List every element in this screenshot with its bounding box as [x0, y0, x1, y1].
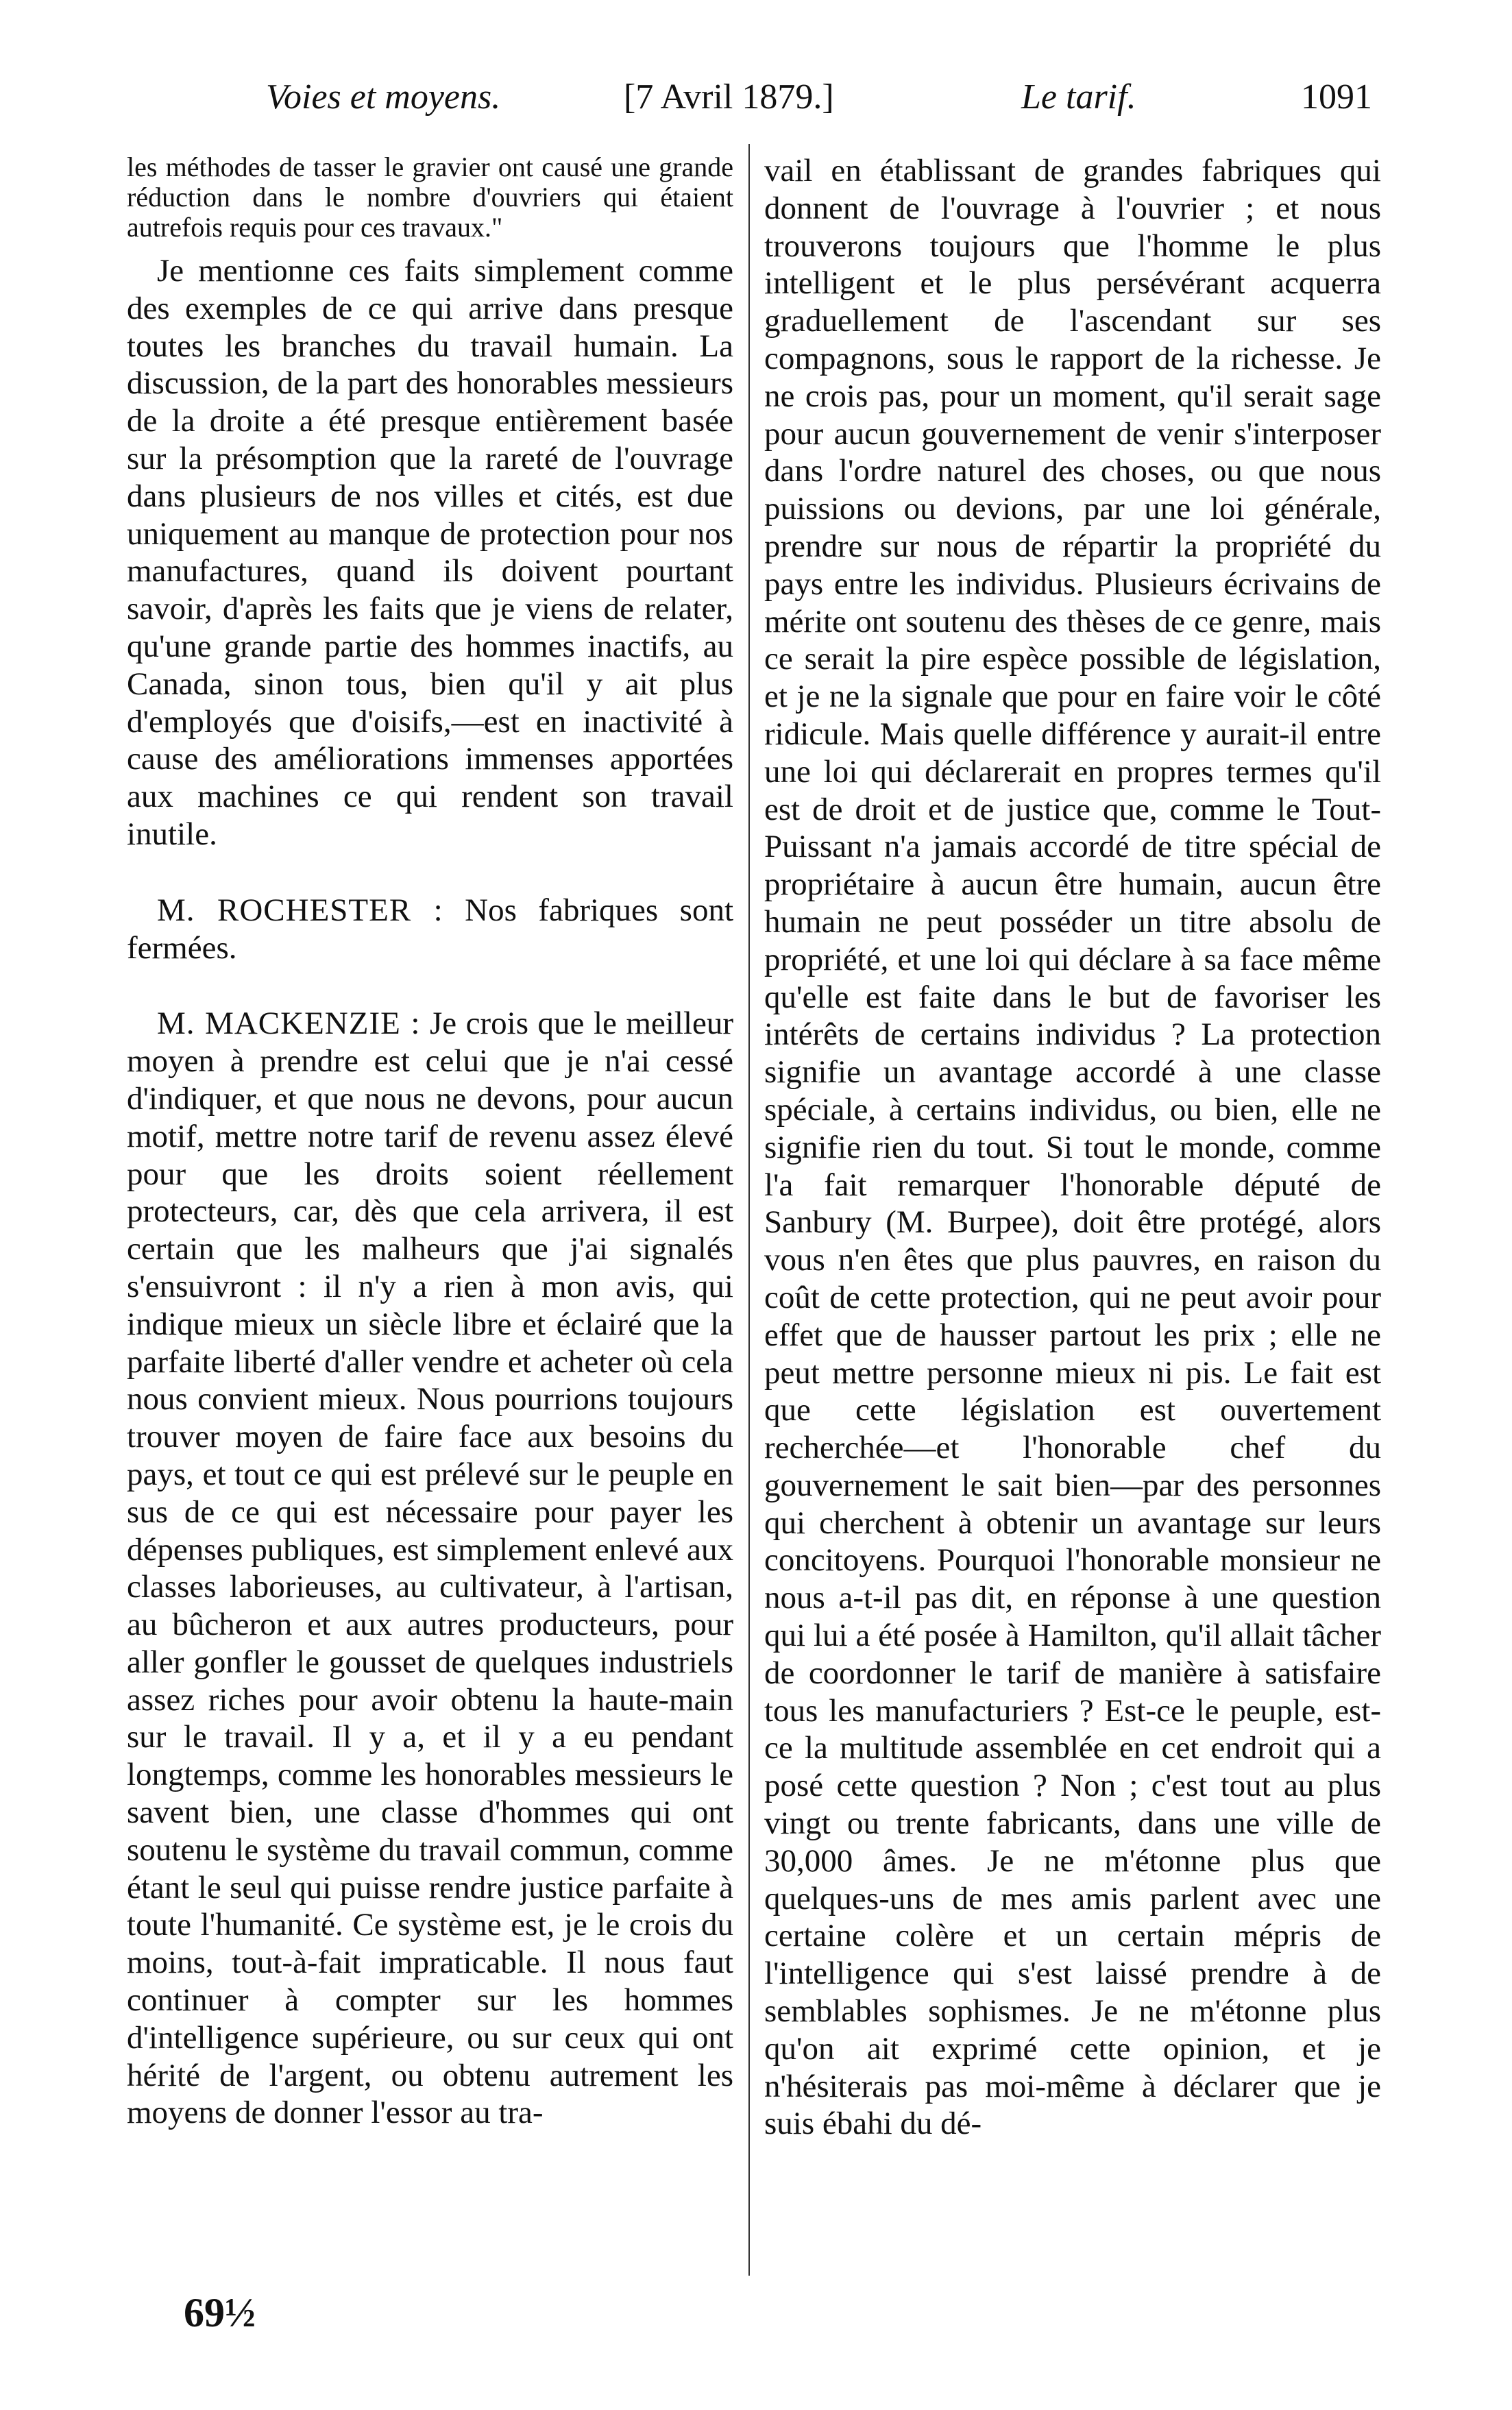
header-date: [7 Avril 1879.]	[624, 77, 834, 117]
paragraph-mackenzie	[127, 1005, 733, 2132]
right-column	[764, 152, 1381, 2143]
paragraph-continuation: vail en établissant de grandes fabriques qui donnent de l'ouvrage à l'ouvrier ; et nous trouverons toujours que l'homme le plus intelligent et le plus persévérant acquerra graduellement de l'ascendant sur ses compagnons, sous le rapport de la richesse. Je ne crois pas, pour un moment, qu'il serait sage pour aucun gouvernement de venir s'interposer dans l'ordre naturel des choses, ou que nous puissions ou devions, par une loi générale, prendre sur nous de répartir la propriété du pays entre les individus. Plusieurs écrivains de mérite ont soutenu des thèses de ce genre, mais ce serait la pire espèce possible de législation, et je ne la signale que pour en faire voir le côté ridicule. Mais quelle différence y aurait-il entre une loi qui déclarerait en propres termes qu'il est de droit et de justice que, comme le Tout-Puissant n'a jamais accordé de titre spécial de propriétaire à aucun être humain, aucun être humain ne peut posséder un titre absolu de propriété, et une loi qui déclare à sa face même qu'elle est faite dans le but de favoriser les intérêts de certains individus ? La protection signifie un avantage accordé à une classe spéciale, à certains individus, ou bien, elle ne signifie rien du tout. Si tout le monde, comme l'a fait remarquer l'honorable député de Sanbury (M. Burpee), doit être protégé, alors vous n'en êtes que plus pauvres, en raison du coût de cette protection, qui ne peut avoir pour effet que de hausser partout les prix ; elle ne peut mettre personne mieux ni pis. Le fait est que cette législation est ouvertement recherchée—et l'honorable chef du gouvernement le sait bien—par des personnes qui cherchent à obtenir un avantage sur leurs concitoyens. Pourquoi l'honorable monsieur ne nous a-t-il pas dit, en réponse à une question qui lui a été posée à Hamilton, qu'il allait tâcher de coordonner le tarif de manière à satisfaire tous les manufacturiers ? Est-ce le peuple, est-ce la multitude assemblée en cet endroit qui a posé cette question ? Non ; c'est tout au plus vingt ou trente fabricants, dans une ville de 30,000 âmes. Je ne m'étonne plus que quelques-uns de mes amis parlent avec une certaine colère et un certain mépris de l'intelligence qui s'est laissé prendre à de semblables sophismes. Je ne m'étonne plus qu'on ait exprimé cette opinion, et je n'hésiterais pas moi-même à déclarer que je suis ébahi du dé-	[764, 153, 1381, 2142]
running-header	[0, 77, 1512, 125]
header-section-title: Voies et moyens.	[266, 77, 501, 117]
paragraph-rochester	[127, 892, 733, 967]
paragraph-mentionne: Je mentionne ces faits simplement comme des exemples de ce qui arrive dans presque toutes les branches du travail humain. La discussion, de la part des honorables messieurs de la droite a été presque entièrement basée sur la présomption que la rareté de l'ouvrage dans plusieurs de nos villes et cités, est due uniquement au manque de protection pour nos manufactures, quand ils doivent pourtant savoir, d'après les faits que je viens de relater, qu'une grande partie des hommes inactifs, au Canada, sinon tous, bien qu'il y ait plus d'employés que d'oisifs,—est en inactivité à cause des améliorations immenses apportées aux machines ce qui rendent son travail inutile.	[127, 253, 733, 852]
column-divider	[748, 144, 750, 2276]
speaker-mackenzie: M. MACKENZIE :	[157, 1006, 421, 1042]
mackenzie-speech: Je crois que le meilleur moyen à prendre est celui que je n'ai cessé d'indiquer, et que nous ne devons, pour aucun motif, mettre notre tarif de revenu assez élevé pour que les droits soient réellement protecteurs, car, dès que cela arrivera, il est certain que les malheurs que j'ai signalés s'ensuivront : il n'y a rien à mon avis, qui indique mieux un siècle libre et éclairé que la parfaite liberté d'aller vendre et acheter où cela nous convient mieux. Nous pourrions toujours trouver moyen de faire face aux besoins du pays, et tout ce qui est prélevé sur le peuple en sus de ce qui est nécessaire pour payer les dépenses publiques, est simplement enlevé aux classes laborieuses, au cultivateur, à l'artisan, au bûcheron et aux autres producteurs, pour aller gonfler le gousset de quelques industriels assez riches pour avoir obtenu la haute-main sur le travail. Il y a, et il y a eu pendant longtemps, comme les honorables messieurs le savent bien, une classe d'hommes qui ont soutenu le système du travail commun, comme étant le seul qui puisse rendre justice parfaite à toute l'humanité. Ce système est, je le crois du moins, tout-à-fait impraticable. Il nous faut continuer à compter sur les hommes d'intelligence supérieure, ou sur ceux qui ont hérité de l'argent, ou obtenu autrement les moyens de donner l'essor au tra-	[127, 1006, 734, 2131]
header-topic: Le tarif.	[1021, 77, 1136, 117]
left-column	[127, 152, 733, 2132]
rochester-speech: Nos fabriques sont fermées.	[127, 892, 734, 966]
speaker-rochester: M. ROCHESTER :	[157, 892, 443, 928]
signature-mark: 69½	[184, 2290, 256, 2335]
page-number: 1091	[1301, 77, 1372, 117]
quoted-passage: les méthodes de tasser le gravier ont causé une grande réduction dans le nombre d'ouvriers qui étaient autrefois requis pour ces travaux."	[127, 151, 733, 243]
